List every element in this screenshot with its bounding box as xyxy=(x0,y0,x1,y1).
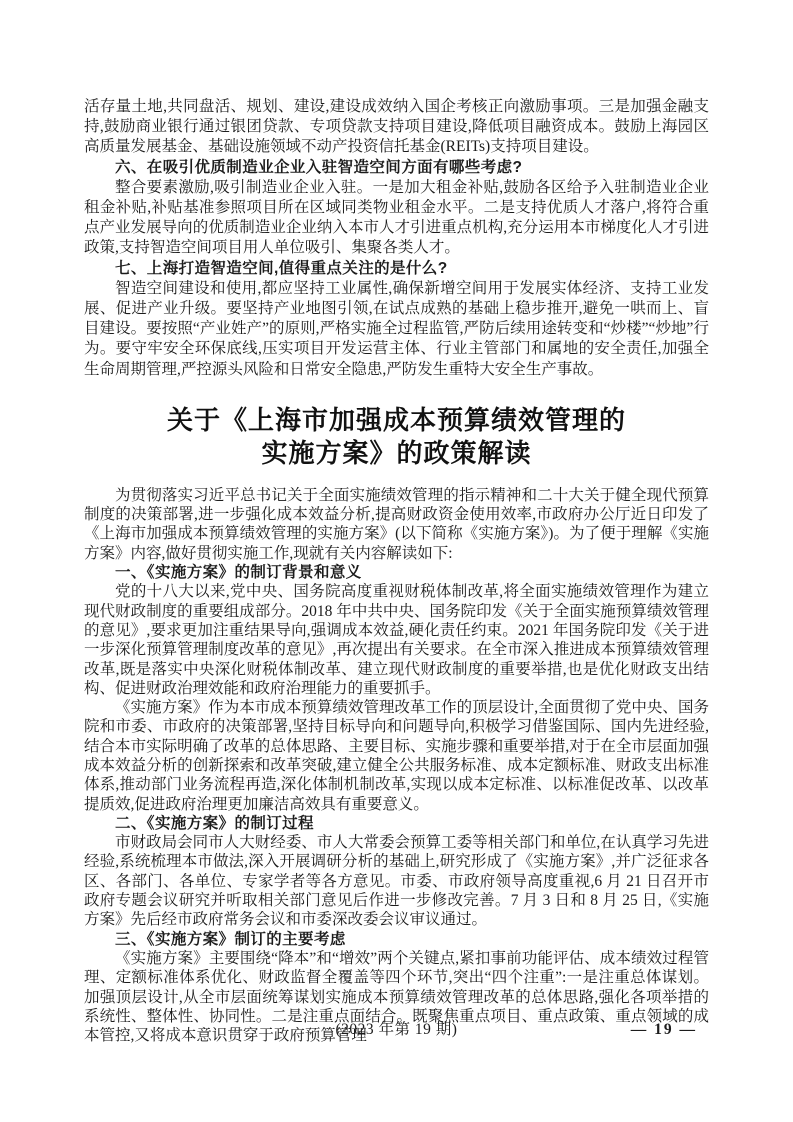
question-6-paragraph: 整合要素激励,吸引制造业企业入驻。一是加大租金补贴,鼓励各区给予入驻制造业企业租金补贴,补贴基准参照项目所在区域同类物业租金水平。二是支持优质人才落户,将符合重点产业发展导向的优质制造业企业纳入本市人才引进重点机构,充分运用本市梯度化人才引进政策,支持智造空间项目用人单位吸引、集聚各类人才。 xyxy=(84,178,709,257)
section-3-heading: 三、《实施方案》制订的主要考虑 xyxy=(115,930,346,948)
section-1-paragraph-2: 《实施方案》作为本市成本预算绩效管理改革工作的顶层设计,全面贯彻了党中央、国务院和市委、市政府的决策部署,坚持目标导向和问题导向,积极学习借鉴国际、国内先进经验,结合本市实际明确了改革的总体思路、主要目标、实施步骤和重要举措,对于在全市层面加强成本效益分析的创新探索和改革突破,建立健全公共服务标准、成本定额标准、财政支出标准体系,推动部门业务流程再造,深化体制机制改革,实现以成本定标准、以标准促改革、以改革提质效,促进政府治理更加廉洁高效具有重要意义。 xyxy=(84,699,709,813)
article-title-line-2: 实施方案》的政策解读 xyxy=(261,438,532,468)
section-2-paragraph: 市财政局会同市人大财经委、市人大常委会预算工委等相关部门和单位,在认真学习先进经验,系统梳理本市做法,深入开展调研分析的基础上,研究形成了《实施方案》,并广泛征求各区、各部门、各单位、专家学者等各方意见。市委、市政府领导高度重视,6 月 21 日召开市政府专题会议研究并听取相关部门意见后作进一步修改完善。7 月 3 日和 8 月 25 日,《实施方案》先后经市政府常务会议和市委深改委会议审议通过。 xyxy=(84,834,709,929)
article-intro-paragraph: 为贯彻落实习近平总书记关于全面实施绩效管理的指示精神和二十大关于健全现代预算制度的决策部署,进一步强化成本效益分析,提高财政资金使用效率,市政府办公厅近日印发了《上海市加强成本预算绩效管理的实施方案》(以下简称《实施方案》)。为了便于理解《实施方案》内容,做好贯彻实施工作,现就有关内容解读如下: xyxy=(84,486,709,562)
section-1-heading: 一、《实施方案》的制订背景和意义 xyxy=(115,564,362,582)
previous-article-end-section xyxy=(84,97,709,380)
page-number: — 19 — xyxy=(630,1021,697,1038)
question-7-heading: 七、上海打造智造空间,值得重点关注的是什么? xyxy=(115,259,448,277)
policy-interpretation-article xyxy=(84,486,709,1046)
issue-label: (2023 年第 19 期) xyxy=(335,1021,458,1038)
section-2-heading: 二、《实施方案》的制订过程 xyxy=(115,814,314,832)
section-3-paragraph: 《实施方案》主要围绕“降本”和“增效”两个关键点,紧扣事前功能评估、成本绩效过程管理、定额标准体系优化、财政监督全覆盖等四个环节,突出“四个注重”:一是注重总体谋划。加强顶层设计,从全市层面统筹谋划实施成本预算绩效管理改革的总体思路,强化各项举措的系统性、整体性、协同性。二是注重点面结合。既聚焦重点项目、重点政策、重点领域的成本管控,又将成本意识贯穿于政府预算管理 xyxy=(84,949,709,1045)
question-7-paragraph: 智造空间建设和使用,都应坚持工业属性,确保新增空间用于发展实体经济、支持工业发展、促进产业升级。要坚持产业地图引领,在试点成熟的基础上稳步推开,避免一哄而上、盲目建设。要按照“产业姓产”的原则,严格实施全过程监管,严防后续用途转变和“炒楼”“炒地”行为。要守牢安全环保底线,压实项目开发运营主体、行业主管部门和属地的安全责任,加强全生命周期管理,严控源头风险和日常安全隐患,严防发生重特大安全生产事故。 xyxy=(84,279,709,378)
question-6-heading: 六、在吸引优质制造业企业入驻智造空间方面有哪些考虑? xyxy=(115,158,523,176)
page-footer xyxy=(84,1020,709,1042)
page-content xyxy=(84,97,709,1045)
article-title xyxy=(84,404,709,470)
section-1-paragraph-1: 党的十八大以来,党中央、国务院高度重视财税体制改革,将全面实施绩效管理作为建立现代财政制度的重要组成部分。2018 年中共中央、国务院印发《关于全面实施预算绩效管理的意见》,要求更加注重结果导向,强调成本效益,硬化责任约束。2021 年国务院印发《关于进一步深化预算管理制度改革的意见》,再次提出有关要求。在全市深入推进成本预算绩效管理改革,既是落实中央深化财税体制改革、建立现代财政制度的重要举措,也是优化财政支出结构、促进财政治理效能和政府治理能力的重要抓手。 xyxy=(84,583,709,697)
article-title-line-1: 关于《上海市加强成本预算绩效管理的 xyxy=(166,405,626,435)
continuation-paragraph: 活存量土地,共同盘活、规划、建设,建设成效纳入国企考核正向激励事项。三是加强金融支持,鼓励商业银行通过银团贷款、专项贷款支持项目建设,降低项目融资成本。鼓励上海园区高质量发展基金、基础设施领域不动产投资信托基金(REITs)支持项目建设。 xyxy=(84,98,709,156)
